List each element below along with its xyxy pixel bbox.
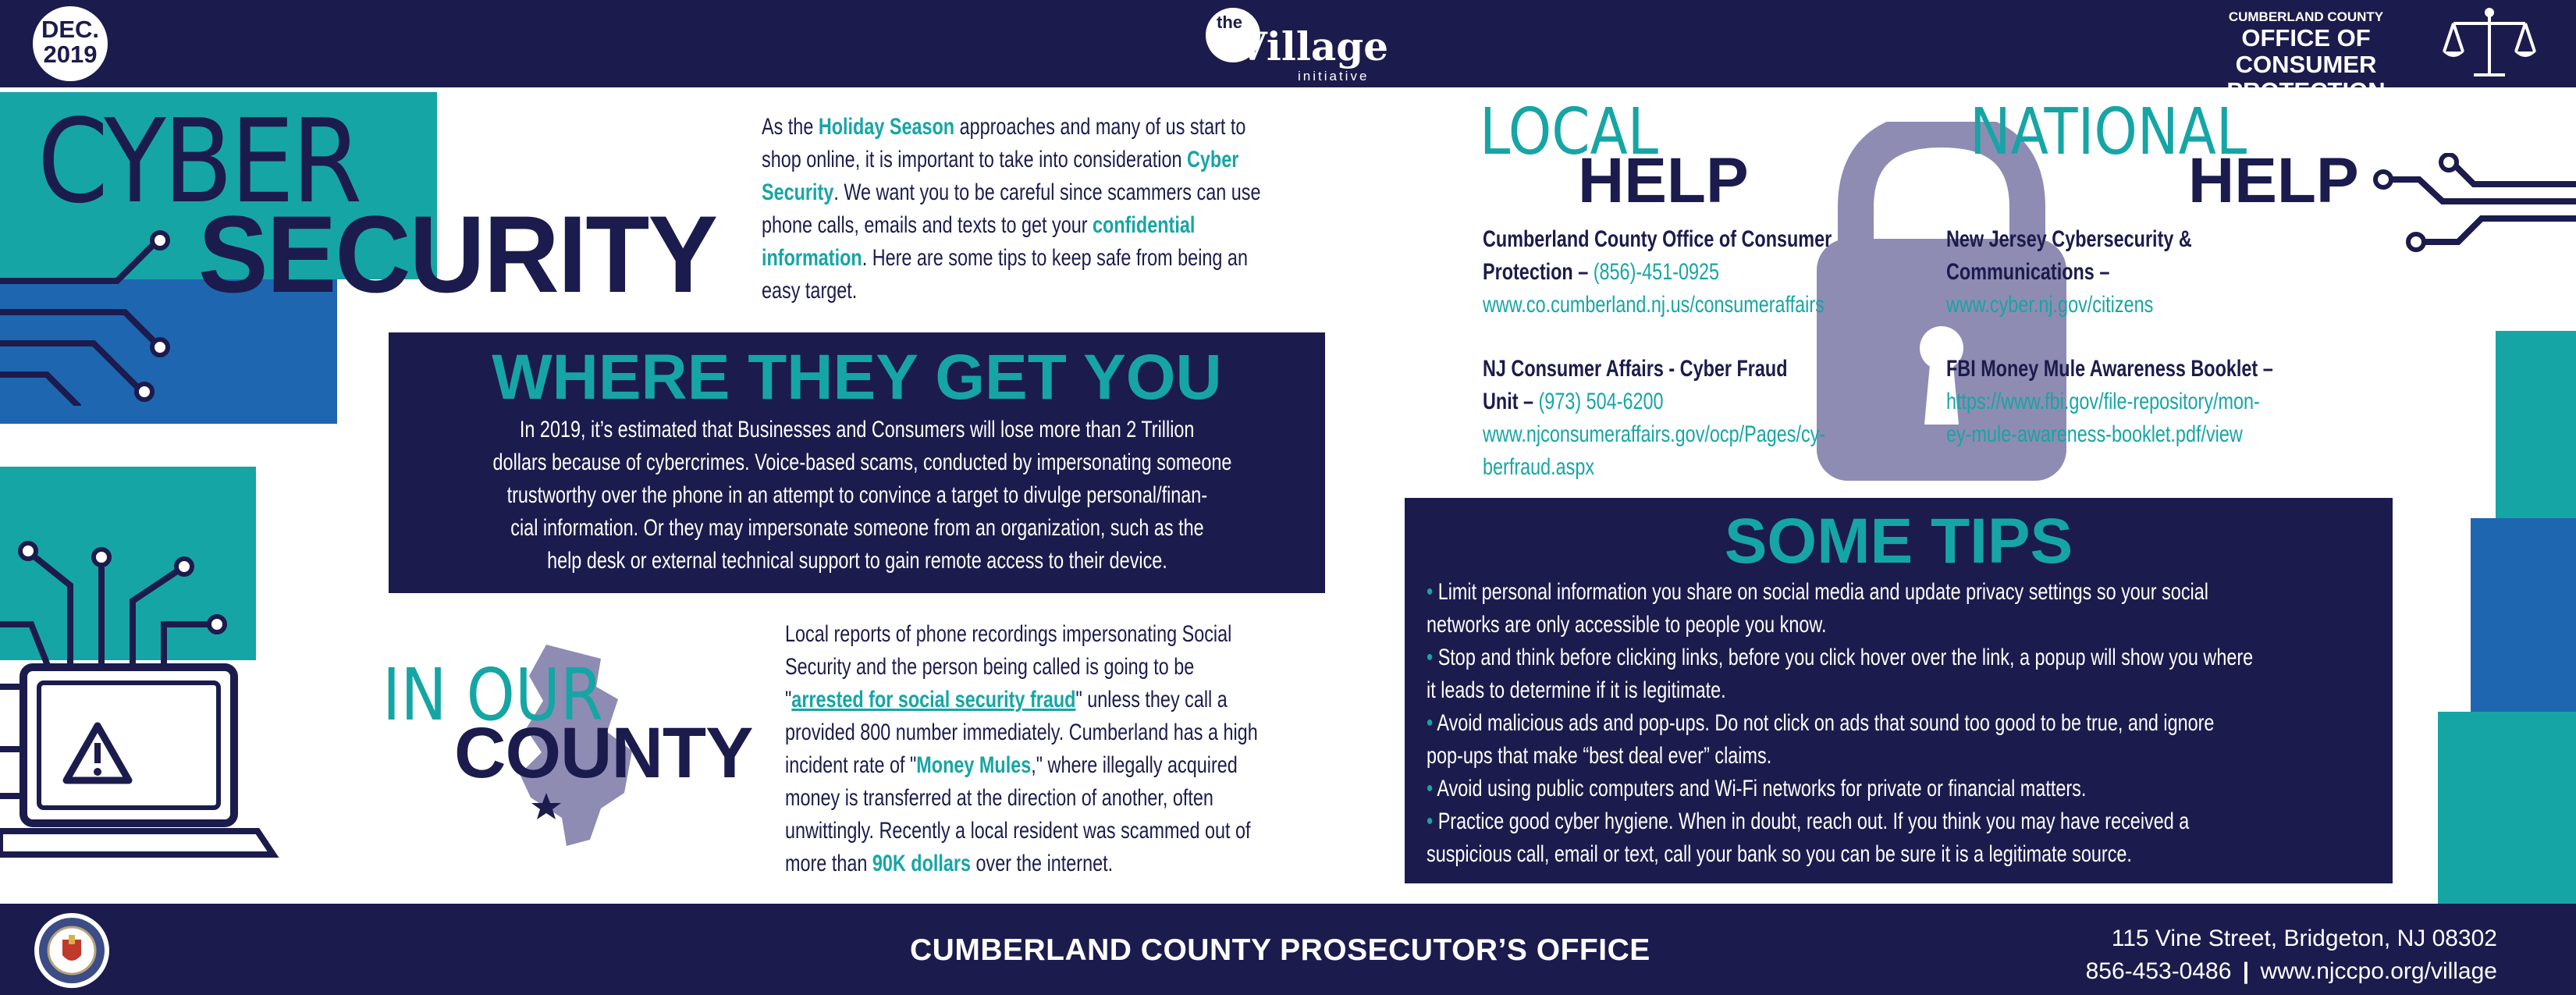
office-title-line2: PROTECTION — [2226, 77, 2386, 105]
local-item-1-title: Cumberland County Office of Consumer — [1483, 226, 1832, 252]
text-segment: provided 800 number immediately. Cumberland has a high — [785, 720, 1258, 745]
text-segment: it leads to determine if it is legitimate. — [1427, 677, 1726, 703]
county-title-thin: IN OUR — [382, 653, 603, 737]
where-line — [389, 512, 1325, 545]
tip-line — [1427, 576, 2486, 609]
where-title: WHERE THEY GET YOU — [492, 342, 1222, 413]
hero-title-thin: CYBER — [37, 94, 360, 229]
text-segment: . Here are some tips to keep safe from being an — [862, 245, 1248, 271]
county-title-bold: COUNTY — [454, 713, 753, 793]
national-item-1-title: New Jersey Cybersecurity & — [1946, 226, 2192, 252]
text-segment: incident rate of " — [785, 752, 917, 778]
text-segment: Avoid using public computers and Wi-Fi networks for private or financial matters. — [1433, 776, 2087, 801]
local-item-2-url-cont[interactable]: berfraud.aspx — [1483, 454, 1595, 480]
where-line-text: help desk or external technical support to gain remote access to their device. — [546, 548, 1167, 574]
local-heading-bold: HELP — [1578, 145, 1749, 216]
national-item-1-url[interactable]: www.cyber.nj.gov/citizens — [1946, 292, 2154, 318]
county-paragraph — [785, 618, 1391, 880]
text-segment: shop online, it is important to take into consideration — [762, 147, 1188, 172]
where-line — [389, 414, 1325, 446]
intro-line — [762, 242, 1402, 275]
national-item-1-title-2: Communications – — [1946, 259, 2110, 285]
national-item-2-url-cont[interactable]: ey-mule-awareness-booklet.pdf/view — [1946, 421, 2243, 447]
local-item-1 — [1483, 223, 1930, 322]
laptop-warning-icon — [0, 538, 281, 882]
circuit-icon — [2372, 153, 2576, 262]
text-segment: Security and the person being called is going to be — [785, 654, 1195, 680]
intro-line — [762, 144, 1402, 176]
footer-org: CUMBERLAND COUNTY PROSECUTOR’S OFFICE — [910, 933, 1650, 967]
teal-block-right-top — [2496, 331, 2576, 518]
highlight-text: arrested for social security fraud — [791, 687, 1076, 712]
intro-line — [762, 209, 1402, 242]
text-segment: ," where illegally acquired — [1031, 752, 1238, 778]
local-item-1-url[interactable]: www.co.cumberland.nj.us/consumeraffairs — [1483, 292, 1825, 318]
footer-address: 115 Vine Street, Bridgeton, NJ 08302 — [2111, 926, 2497, 951]
text-segment: Practice good cyber hygiene. When in doubt, reach out. If you think you may have received a — [1433, 808, 2190, 834]
tip-line — [1427, 707, 2486, 740]
text-segment: Limit personal information you share on social media and update privacy settings so your social — [1433, 579, 2208, 605]
intro-line — [762, 275, 1402, 307]
highlight-text: Security — [762, 179, 834, 205]
village-logo-initiative: initiative — [1298, 69, 1370, 84]
county-line — [785, 684, 1391, 716]
county-line — [785, 848, 1391, 880]
tip-line — [1427, 805, 2486, 838]
village-logo — [1206, 6, 1389, 84]
where-line-text: cial information. Or they may impersonate someone from an organization, such as the — [510, 515, 1204, 541]
scales-icon — [2443, 6, 2536, 83]
office-title-line1: OFFICE OF CONSUMER — [2235, 24, 2377, 78]
highlight-text: information — [762, 245, 862, 271]
intro-line — [762, 176, 1402, 209]
text-segment: unwittingly. Recently a local resident was scammed out of — [785, 818, 1251, 844]
footer-website[interactable]: www.njccpo.org/village — [2260, 958, 2497, 984]
highlight-text: 90K dollars — [872, 851, 972, 876]
footer-phone[interactable]: 856-453-0486 — [2085, 958, 2232, 984]
local-heading-thin: LOCAL — [1480, 95, 1659, 169]
county-line — [785, 815, 1391, 848]
local-item-2-title-2: Unit – — [1483, 389, 1534, 414]
seal-icon — [33, 911, 111, 990]
local-item-1-phone[interactable]: (856)-451-0925 — [1593, 259, 1720, 285]
highlight-text: Holiday Season — [818, 114, 955, 140]
bullet-icon: • — [1427, 579, 1434, 605]
tip-line — [1427, 773, 2486, 805]
national-item-2 — [1946, 353, 2365, 451]
tip-line — [1427, 609, 2486, 641]
text-segment: over the internet. — [971, 851, 1114, 876]
text-segment: " — [785, 687, 792, 712]
date-badge — [33, 6, 108, 81]
text-segment: As the — [762, 114, 819, 140]
bullet-icon: • — [1427, 808, 1434, 834]
county-line — [785, 651, 1391, 684]
county-line — [785, 782, 1391, 815]
where-line-text: dollars because of cybercrimes. Voice-based scams, conducted by impersonating someone — [492, 450, 1232, 475]
office-title-small: CUMBERLAND COUNTY — [2228, 9, 2384, 24]
tips-list — [1427, 576, 2486, 871]
bullet-icon: • — [1427, 710, 1434, 736]
date-year: 2019 — [43, 41, 98, 68]
tip-line — [1427, 674, 2486, 707]
text-segment: more than — [785, 851, 872, 876]
county-line — [785, 618, 1391, 651]
text-segment: Avoid malicious ads and pop-ups. Do not click on ads that sound too good to be true, and ignore — [1433, 710, 2215, 736]
date-month: DEC. — [41, 16, 100, 43]
footer-separator: | — [2242, 958, 2250, 984]
text-segment: " unless they call a — [1075, 687, 1228, 712]
where-line-text: In 2019, it’s estimated that Businesses and Consumers will lose more than 2 Trillion — [519, 417, 1195, 442]
national-heading-bold: HELP — [2188, 145, 2359, 216]
text-segment: suspicious call, email or text, call your bank so you can be sure it is a legitimate source. — [1427, 841, 2132, 867]
text-segment: easy target. — [762, 278, 858, 304]
tip-line — [1427, 838, 2486, 871]
office-title — [2177, 9, 2435, 105]
text-segment: phone calls, emails and texts to get your — [762, 212, 1093, 238]
highlight-text: Cyber — [1187, 147, 1239, 172]
hero-title-bold: SECURITY — [198, 193, 717, 315]
bullet-icon: • — [1427, 645, 1434, 670]
tips-title: SOME TIPS — [1724, 506, 2073, 577]
tip-line — [1427, 641, 2486, 674]
text-segment: Local reports of phone recordings impersonating Social — [785, 621, 1232, 647]
where-paragraph — [389, 414, 1325, 577]
where-line-text: trustworthy over the phone in an attempt to convince a target to divulge personal/finan- — [506, 482, 1207, 508]
text-segment: money is transferred at the direction of another, often — [785, 785, 1213, 811]
where-line — [389, 545, 1325, 577]
text-segment: approaches and many of us start to — [954, 114, 1246, 140]
highlight-text: Money Mules — [916, 752, 1032, 778]
intro-line — [762, 111, 1402, 144]
tip-line — [1427, 740, 2486, 773]
local-item-2-phone[interactable]: (973) 504-6200 — [1538, 389, 1664, 414]
text-segment: . We want you to be careful since scammers can use — [833, 179, 1261, 205]
local-item-2-title: NJ Consumer Affairs - Cyber Fraud — [1483, 356, 1788, 382]
circuit-icon — [0, 226, 203, 406]
highlight-text: confidential — [1093, 212, 1196, 238]
local-item-2-url[interactable]: www.njconsumeraffairs.gov/ocp/Pages/cy- — [1483, 421, 1826, 447]
intro-paragraph — [762, 111, 1402, 307]
national-heading-thin: NATIONAL — [1970, 95, 2247, 169]
footer-contact — [1990, 922, 2497, 988]
text-segment: Stop and think before clicking links, before you click hover over the link, a popup will show you where — [1433, 645, 2254, 670]
village-logo-the: the — [1217, 12, 1242, 32]
text-segment: networks are only accessible to people you know. — [1427, 612, 1827, 638]
county-line — [785, 716, 1391, 749]
where-line — [389, 479, 1325, 512]
local-item-2 — [1483, 353, 1922, 484]
text-segment: pop-ups that make “best deal ever” claims. — [1427, 743, 1772, 769]
blue-block-right — [2471, 518, 2576, 712]
where-line — [389, 446, 1325, 479]
national-item-2-url[interactable]: https://www.fbi.gov/file-repository/mon- — [1946, 389, 2260, 414]
local-item-1-title-2: Protection – — [1483, 259, 1589, 285]
village-logo-word: Village — [1237, 23, 1389, 69]
national-item-2-title: FBI Money Mule Awareness Booklet – — [1946, 356, 2273, 382]
national-item-1 — [1946, 223, 2262, 322]
county-line — [785, 749, 1391, 782]
bullet-icon: • — [1427, 776, 1434, 801]
